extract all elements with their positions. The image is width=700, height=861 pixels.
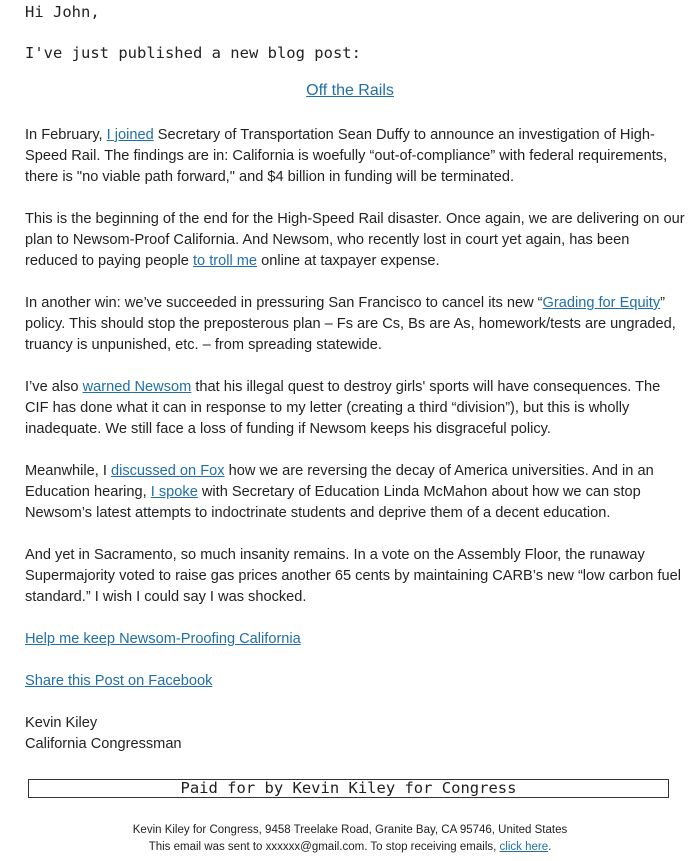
p3-text-2: ” policy. This should stop the preposterous plan – Fs are Cs, Bs are As, homework/tests are ungraded, truancy is unpunished, etc. – from spreading statewide. <box>25 295 676 353</box>
p4-text-1: I’ve also <box>25 379 83 395</box>
i-joined-link[interactable]: I joined <box>106 127 154 143</box>
p5-text-1: Meanwhile, I <box>25 463 111 479</box>
footer-sent-to: This email was sent to xxxxxx@gmail.com. To stop receiving emails, <box>148 841 500 853</box>
p5-text-2: how we are reversing the decay of America universities. And in an Education hearing, <box>25 463 654 500</box>
greeting: Hi John, <box>25 3 100 21</box>
signature-title: California Congressman <box>25 736 182 752</box>
grading-for-equity-link[interactable]: Grading for Equity <box>542 295 661 311</box>
footer-unsubscribe-line <box>0 839 700 855</box>
cta-share-container <box>25 671 685 692</box>
footer-suffix: . <box>548 841 552 853</box>
paid-for-disclaimer: Paid for by Kevin Kiley for Congress <box>28 779 669 798</box>
cta-help-container <box>25 629 685 650</box>
p1-text-2: Secretary of Transportation Sean Duffy to announce an investigation of High-Speed Rail. The findings are in: California is woefully “out-of-compliance” with federal requirements, there is "no viable path forward," and $4 billion in funding will be terminated. <box>25 127 668 185</box>
signature <box>25 713 685 755</box>
intro-line: I've just published a new blog post: <box>25 44 361 62</box>
paragraph-6 <box>25 545 685 608</box>
warned-newsom-link[interactable]: warned Newsom <box>82 379 192 395</box>
paragraph-1 <box>25 125 685 188</box>
p6-text-1: And yet in Sacramento, so much insanity remains. In a vote on the Assembly Floor, the runaway Supermajority voted to raise gas prices another 65 cents by maintaining CARB’s new “low carbon fuel standard.” I wish I could say I was shocked. <box>25 547 681 605</box>
help-newsom-proofing-link[interactable]: Help me keep Newsom-Proofing California <box>25 631 301 647</box>
paragraph-3 <box>25 293 685 356</box>
paragraph-5 <box>25 461 685 524</box>
paragraph-2 <box>25 209 685 272</box>
paragraph-4 <box>25 377 685 440</box>
signature-name: Kevin Kiley <box>25 715 98 731</box>
post-title-link[interactable]: Off the Rails <box>306 82 394 99</box>
footer-address: Kevin Kiley for Congress, 9458 Treelake Road, Granite Bay, CA 95746, United States <box>132 824 568 836</box>
to-troll-me-link[interactable]: to troll me <box>192 253 258 269</box>
p1-text-1: In February, <box>25 127 107 143</box>
unsubscribe-link[interactable]: click here <box>499 841 549 853</box>
share-facebook-link[interactable]: Share this Post on Facebook <box>25 673 213 689</box>
discussed-on-fox-link[interactable]: discussed on Fox <box>110 463 225 479</box>
p5-text-3: with Secretary of Education Linda McMahon about how we can stop Newsom’s latest attempts to indoctrinate students and deprive them of a decent education. <box>25 484 641 521</box>
p2-text-2: online at taxpayer expense. <box>257 253 440 269</box>
i-spoke-link[interactable]: I spoke <box>150 484 198 500</box>
p3-text-1: In another win: we’ve succeeded in pressuring San Francisco to cancel its new “ <box>25 295 543 311</box>
p4-text-2: that his illegal quest to destroy girls' sports will have consequences. The CIF has done what it can in response to my letter (creating a third “division”), but this is wholly inadequate. We still face a loss of funding if Newsom keeps his disgraceful policy. <box>25 379 661 437</box>
post-title-container <box>0 82 700 100</box>
p2-text-1: This is the beginning of the end for the High-Speed Rail disaster. Once again, we are delivering on our plan to Newsom-Proof California. And Newsom, who recently lost in court yet again, has been reduced to paying people <box>25 211 685 269</box>
